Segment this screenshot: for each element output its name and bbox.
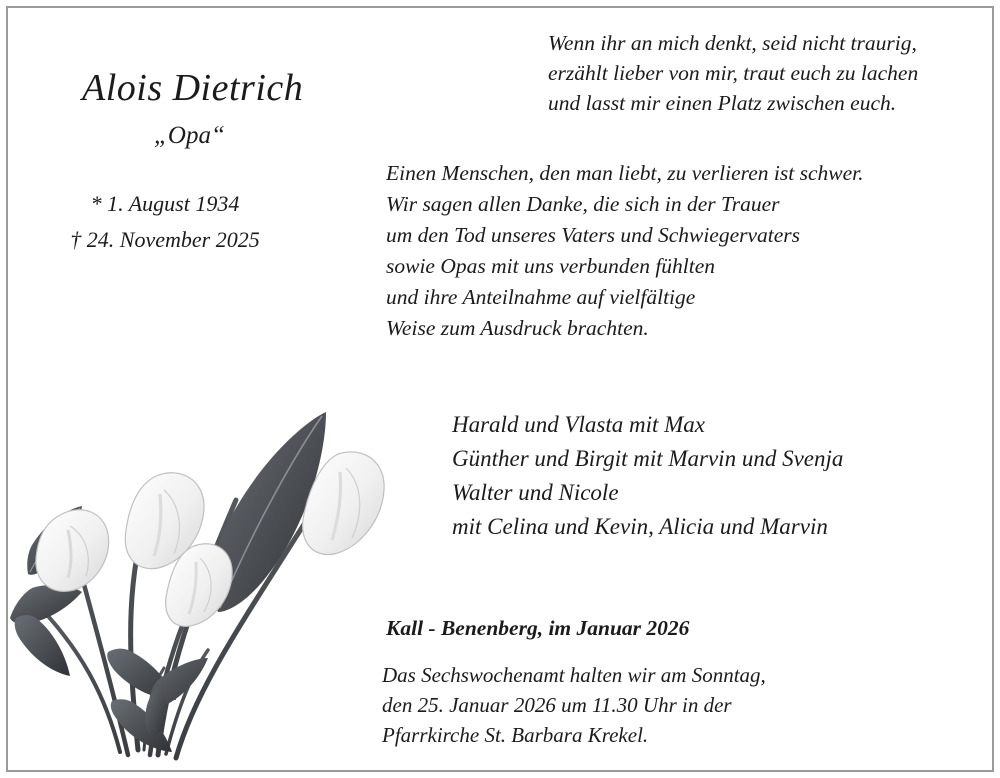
memorial-verse [548,28,918,118]
death-date: † 24. November 2025 [70,227,260,252]
thanks-text [386,158,863,344]
thanks-line: um den Tod unseres Vaters und Schwiegervaters [386,223,801,247]
family-line: Günther und Birgit mit Marvin und Svenja [452,446,844,471]
life-dates [0,186,330,258]
service-line: den 25. Januar 2026 um 11.30 Uhr in der [382,693,732,717]
verse-line: erzählt lieber von mir, traut euch zu lachen [548,61,919,85]
place-and-date: Kall - Benenberg, im Januar 2026 [386,616,690,640]
thanks-line: und ihre Anteilnahme auf vielfältige [386,285,696,309]
family-line: Harald und Vlasta mit Max [452,412,705,437]
service-line: Pfarrkirche St. Barbara Krekel. [382,723,649,747]
family-line: Walter und Nicole [452,480,619,505]
thanks-line: Weise zum Ausdruck brachten. [386,316,649,340]
calla-lily-illustration [8,350,448,770]
calla-lily-icon [8,350,448,770]
family-line: mit Celina und Kevin, Alicia und Marvin [452,514,828,539]
family-names [452,408,843,544]
calla-blossom-icon [36,510,109,592]
birth-date: * 1. August 1934 [90,191,240,216]
thanks-line: Wir sagen allen Danke, die sich in der Trauer [386,192,780,216]
thanks-line: sowie Opas mit uns verbunden fühlten [386,254,716,278]
leaf-small-icon [15,615,70,676]
verse-line: Wenn ihr an mich denkt, seid nicht traurig, [548,31,917,55]
verse-line: und lasst mir einen Platz zwischen euch. [548,91,897,115]
deceased-name: Alois Dietrich [82,67,304,109]
thanks-line: Einen Menschen, den man liebt, zu verlieren ist schwer. [386,161,864,185]
service-line: Das Sechswochenamt halten wir am Sonntag, [382,663,766,687]
deceased-nickname: „Opa“ [154,122,225,149]
